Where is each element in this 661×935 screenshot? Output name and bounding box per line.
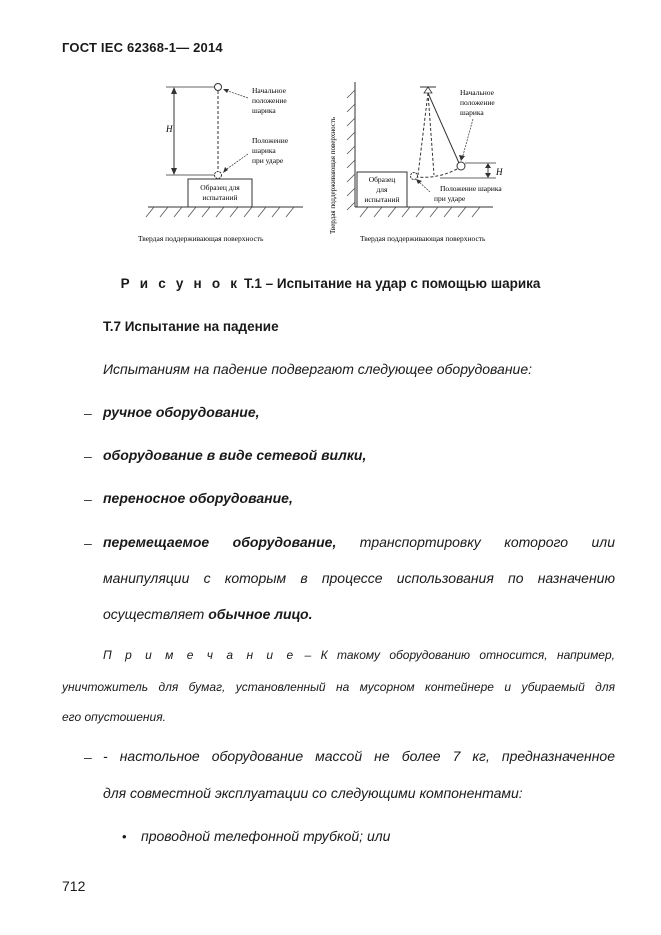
right-impact-label-1: Положение шарика <box>440 184 502 193</box>
bullet-item: проводной телефонной трубкой; или <box>141 828 391 844</box>
left-impact-label-1: Положение <box>252 136 289 145</box>
right-surface-label: Твердая поддерживающая поверхность <box>360 234 486 243</box>
desktop-line2: для совместной эксплуатации со следующими компонентами: <box>103 785 523 801</box>
bullet-dot: • <box>122 829 127 844</box>
note-line1 <box>103 648 615 662</box>
document-header: ГОСТ IEC 62368-1— 2014 <box>62 40 223 55</box>
right-impact-label-2: при ударе <box>434 194 466 203</box>
list-item: переносное оборудование, <box>103 490 293 506</box>
note-prefix: П р и м е ч а н и е <box>103 648 296 662</box>
left-sample-label-1: Образец для <box>200 183 240 192</box>
right-sample-label-1: Образец <box>368 175 396 184</box>
figure-caption <box>0 276 661 291</box>
list-dash: – <box>84 749 92 765</box>
list-dash: – <box>84 405 92 421</box>
right-initial-label-3: шарика <box>460 108 484 117</box>
left-initial-label-2: положение <box>252 96 287 105</box>
right-initial-label-2: положение <box>460 98 495 107</box>
list-item-movable-line2: манипуляции с которым в процессе использования по назначению <box>103 570 615 586</box>
caption-text: Т.1 – Испытание на удар с помощью шарика <box>240 276 541 291</box>
intro-paragraph: Испытаниям на падение подвергают следующее оборудование: <box>103 361 532 377</box>
caption-prefix: Р и с у н о к <box>120 276 241 291</box>
note-line2: уничтожитель для бумаг, установленный на мусорном контейнере и убираемый для <box>62 680 615 694</box>
left-impact-label-3: при ударе <box>252 156 284 165</box>
left-initial-label-1: Начальное <box>252 86 286 95</box>
left-surface-label: Твердая поддерживающая поверхность <box>138 234 264 243</box>
figure-ball-impact <box>128 74 528 249</box>
figure-diagram <box>128 74 528 249</box>
right-sample-label-2: для <box>376 185 388 194</box>
movable-line3-bold: обычное лицо. <box>208 606 313 622</box>
list-item-movable-line3 <box>103 606 312 622</box>
list-item: ручное оборудование, <box>103 404 260 420</box>
right-height-label: H <box>496 167 503 177</box>
desktop-line1: - настольное оборудование массой не более 7 кг, предназначенное <box>103 748 615 764</box>
left-initial-label-3: шарика <box>252 106 276 115</box>
section-title: Т.7 Испытание на падение <box>103 319 279 334</box>
movable-bold: перемещаемое оборудование, <box>103 534 337 550</box>
left-height-label: H <box>166 124 173 134</box>
note-line3: его опустошения. <box>62 710 166 724</box>
left-sample-label-2: испытаний <box>202 193 238 202</box>
note-line1-text: – К такому оборудованию относится, например, <box>295 648 615 662</box>
movable-rest: транспортировку которого или <box>336 534 615 550</box>
page-number: 712 <box>62 878 86 894</box>
list-dash: – <box>84 491 92 507</box>
list-dash: – <box>84 448 92 464</box>
right-vertical-surface-label: Твердая поддерживающая поверхность <box>329 116 337 234</box>
list-item: оборудование в виде сетевой вилки, <box>103 447 367 463</box>
list-item-movable-line1 <box>103 534 615 550</box>
left-impact-label-2: шарика <box>252 146 276 155</box>
right-initial-label-1: Начальное <box>460 88 494 97</box>
right-sample-label-3: испытаний <box>364 195 400 204</box>
list-dash: – <box>84 535 92 551</box>
movable-line3-start: осуществляет <box>103 606 209 622</box>
